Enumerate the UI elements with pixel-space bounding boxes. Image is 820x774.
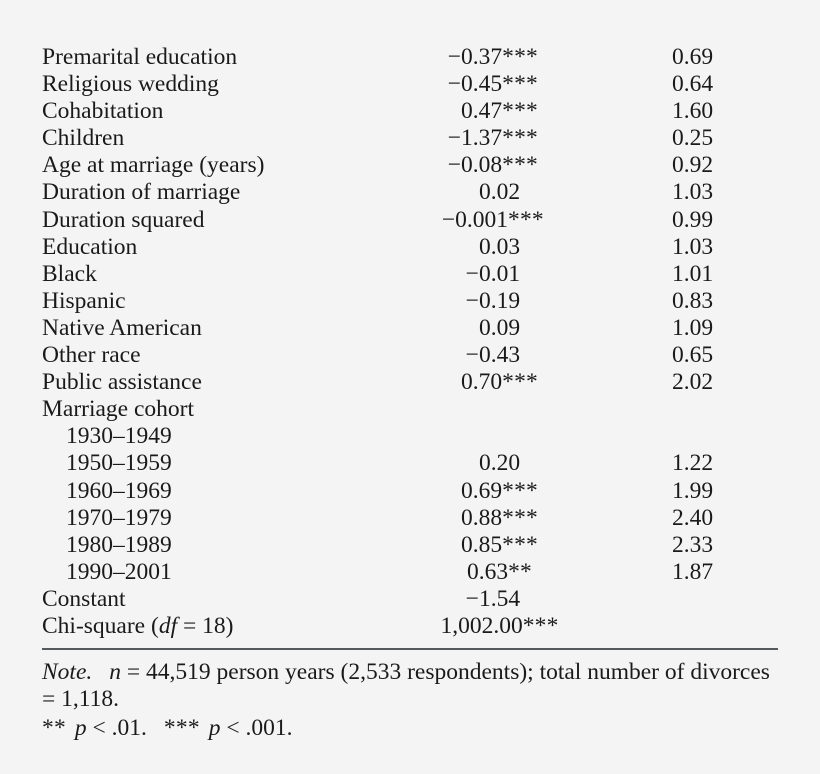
sig-three-star-text: < .001. xyxy=(220,714,293,741)
odds-ratio-cell: 1.87 xyxy=(671,558,714,585)
value-number: 0.19 xyxy=(478,287,521,314)
odds-ratio-cell: 1.01 xyxy=(671,260,714,287)
row-label: Marriage cohort xyxy=(42,396,195,423)
odds-ratio-cell: 0.69 xyxy=(671,44,714,70)
value-group xyxy=(461,369,538,396)
chi-square-label xyxy=(42,613,392,640)
table-row xyxy=(42,478,778,505)
value-number: 0.001 xyxy=(455,206,508,233)
coefficient-cell xyxy=(392,288,607,315)
significance-stars: *** xyxy=(502,504,538,531)
odds-ratio-cell: 1.60 xyxy=(671,98,714,125)
value-group xyxy=(465,287,521,315)
value-group xyxy=(447,152,538,179)
p-symbol-two-star: p xyxy=(74,714,87,741)
row-label: Education xyxy=(42,233,138,260)
p-symbol-three-star: p xyxy=(208,714,221,741)
coefficient-cell xyxy=(392,71,607,98)
odds-ratio-cell: 0.92 xyxy=(671,152,714,179)
row-label: 1960–1969 xyxy=(66,477,172,504)
value-number: 0.69 xyxy=(461,477,503,504)
significance-stars: *** xyxy=(502,477,538,504)
value-number: 0.08 xyxy=(461,152,503,179)
value-number: 0.85 xyxy=(461,531,503,558)
chi-square-label-suffix: = 18) xyxy=(177,612,234,639)
value-number: 0.70 xyxy=(461,369,503,396)
significance-stars: *** xyxy=(502,125,538,152)
coefficient-cell xyxy=(392,44,607,71)
odds-ratio-cell: 1.99 xyxy=(671,477,714,504)
coefficient-cell xyxy=(392,450,607,477)
odds-ratio-cell: 1.09 xyxy=(671,314,714,341)
row-label: 1990–2001 xyxy=(66,558,172,585)
row-label: Native American xyxy=(42,314,202,341)
coefficient-cell xyxy=(392,207,607,234)
row-label: 1980–1989 xyxy=(66,531,172,558)
coefficient-cell xyxy=(392,315,607,342)
row-label: Other race xyxy=(42,342,141,369)
value-number: 0.43 xyxy=(478,342,521,369)
coefficient-cell xyxy=(392,261,607,288)
odds-ratio-cell: 2.40 xyxy=(671,504,714,531)
row-label: Black xyxy=(42,260,97,287)
minus-sign: − xyxy=(441,206,456,233)
value-group xyxy=(479,179,520,206)
significance-stars: *** xyxy=(522,612,559,639)
chi-square-odds-ratio-cell xyxy=(607,613,778,640)
minus-sign: − xyxy=(447,125,461,152)
value-group xyxy=(441,206,544,234)
value-group xyxy=(467,559,532,586)
value-number: 1.54 xyxy=(478,585,521,612)
table-row xyxy=(42,125,778,152)
minus-sign: − xyxy=(465,287,479,314)
odds-ratio-cell: 1.22 xyxy=(671,450,714,477)
table-row xyxy=(42,179,778,206)
value-number: 1,002.00 xyxy=(440,612,523,639)
value-group xyxy=(440,613,558,640)
table-row xyxy=(42,505,778,532)
table-row xyxy=(42,152,778,179)
coefficient-cell xyxy=(392,342,607,369)
value-number: 0.20 xyxy=(478,450,521,477)
coefficient-cell xyxy=(392,478,607,505)
significance-stars: *** xyxy=(508,206,544,233)
note-line-sample xyxy=(42,659,778,714)
row-label: Religious wedding xyxy=(42,71,219,98)
table-row xyxy=(42,342,778,369)
table-row xyxy=(42,207,778,234)
coefficient-cell xyxy=(392,152,607,179)
odds-ratio-cell: 2.33 xyxy=(671,531,714,558)
table-row xyxy=(42,71,778,98)
minus-sign: − xyxy=(465,260,479,287)
value-group xyxy=(479,315,520,342)
note-sample-text: = 44,519 person years (2,533 respondents); total number of divorces = 1,118. xyxy=(42,659,770,713)
coefficient-cell xyxy=(392,586,607,613)
row-label: Public assistance xyxy=(42,369,202,396)
odds-ratio-cell: 2.02 xyxy=(671,369,714,396)
table-row xyxy=(42,396,778,423)
value-number: 0.09 xyxy=(478,314,521,341)
row-label: 1970–1979 xyxy=(66,504,172,531)
table-row xyxy=(42,450,778,477)
significance-stars: *** xyxy=(502,531,538,558)
coefficient-cell xyxy=(392,125,607,152)
sig-two-star-text: < .01. xyxy=(86,714,147,741)
coefficient-cell xyxy=(392,423,607,450)
row-label: Duration squared xyxy=(42,206,205,233)
table-row xyxy=(42,98,778,125)
odds-ratio-cell xyxy=(607,396,778,423)
minus-sign: − xyxy=(447,71,461,98)
table-body xyxy=(42,44,778,640)
row-label: 1950–1959 xyxy=(66,450,172,477)
row-label: Constant xyxy=(42,585,126,612)
value-group xyxy=(465,260,521,288)
row-label: Age at marriage (years) xyxy=(42,152,265,179)
significance-stars: *** xyxy=(502,152,538,179)
coefficient-cell xyxy=(392,396,607,423)
coefficient-cell xyxy=(392,98,607,125)
value-number: 0.37 xyxy=(461,44,503,70)
chi-square-label-prefix: Chi-square ( xyxy=(42,612,159,639)
table-row xyxy=(42,586,778,613)
coefficient-cell xyxy=(392,559,607,586)
coefficient-cell xyxy=(392,234,607,261)
coefficient-cell xyxy=(392,505,607,532)
row-label: 1930–1949 xyxy=(66,423,172,450)
table-row-chi-square xyxy=(42,613,778,640)
value-number: 1.37 xyxy=(461,125,503,152)
table-row xyxy=(42,234,778,261)
table-notes xyxy=(42,659,778,742)
value-group xyxy=(461,505,538,532)
significance-stars: *** xyxy=(502,71,538,98)
row-label: Premarital education xyxy=(42,44,238,70)
value-group xyxy=(461,478,538,505)
table-row xyxy=(42,369,778,396)
table-row xyxy=(42,315,778,342)
value-group xyxy=(465,342,521,369)
minus-sign: − xyxy=(465,585,479,612)
odds-ratio-cell: 0.64 xyxy=(671,71,714,98)
odds-ratio-cell xyxy=(607,586,778,613)
table-bottom-rule xyxy=(42,648,778,650)
two-star-marker: ** xyxy=(42,714,66,741)
value-number: 0.45 xyxy=(461,71,503,98)
note-label: Note. xyxy=(42,659,93,686)
row-label: Children xyxy=(42,125,125,152)
table-row xyxy=(42,423,778,450)
regression-results-table xyxy=(42,44,778,640)
chi-square-value-cell xyxy=(392,613,607,640)
significance-stars: ** xyxy=(508,558,533,585)
value-group xyxy=(479,450,520,477)
n-symbol: n xyxy=(109,659,122,686)
value-number: 0.03 xyxy=(478,233,521,260)
value-group xyxy=(461,98,538,125)
odds-ratio-cell: 0.25 xyxy=(671,125,714,152)
table-row xyxy=(42,288,778,315)
value-number: 0.01 xyxy=(478,260,521,287)
value-number: 0.88 xyxy=(461,504,503,531)
row-label: Cohabitation xyxy=(42,98,164,125)
table-row xyxy=(42,532,778,559)
value-group xyxy=(461,532,538,559)
odds-ratio-cell: 0.99 xyxy=(671,206,714,233)
coefficient-cell xyxy=(392,369,607,396)
significance-stars: *** xyxy=(502,369,538,396)
odds-ratio-cell: 1.03 xyxy=(671,179,714,206)
value-number: 0.02 xyxy=(478,179,521,206)
row-label: Hispanic xyxy=(42,287,126,314)
note-line-significance xyxy=(42,715,778,742)
three-star-marker: *** xyxy=(163,714,200,741)
value-group xyxy=(447,44,538,71)
value-group xyxy=(447,125,538,152)
coefficient-cell xyxy=(392,179,607,206)
value-number: 0.47 xyxy=(461,98,503,125)
coefficient-cell xyxy=(392,532,607,559)
significance-stars: *** xyxy=(502,44,538,70)
odds-ratio-cell xyxy=(607,423,778,450)
value-number: 0.63 xyxy=(466,558,509,585)
row-label: Duration of marriage xyxy=(42,179,241,206)
value-group xyxy=(479,234,520,261)
minus-sign: − xyxy=(447,152,461,179)
minus-sign: − xyxy=(447,44,461,70)
df-symbol: df xyxy=(158,612,178,639)
value-group xyxy=(465,585,521,613)
odds-ratio-cell: 0.83 xyxy=(671,287,714,314)
odds-ratio-cell: 0.65 xyxy=(671,342,714,369)
table-row xyxy=(42,261,778,288)
table-row xyxy=(42,559,778,586)
value-group xyxy=(447,71,538,98)
odds-ratio-cell: 1.03 xyxy=(671,233,714,260)
table-row xyxy=(42,44,778,71)
significance-stars: *** xyxy=(502,98,538,125)
minus-sign: − xyxy=(465,342,479,369)
